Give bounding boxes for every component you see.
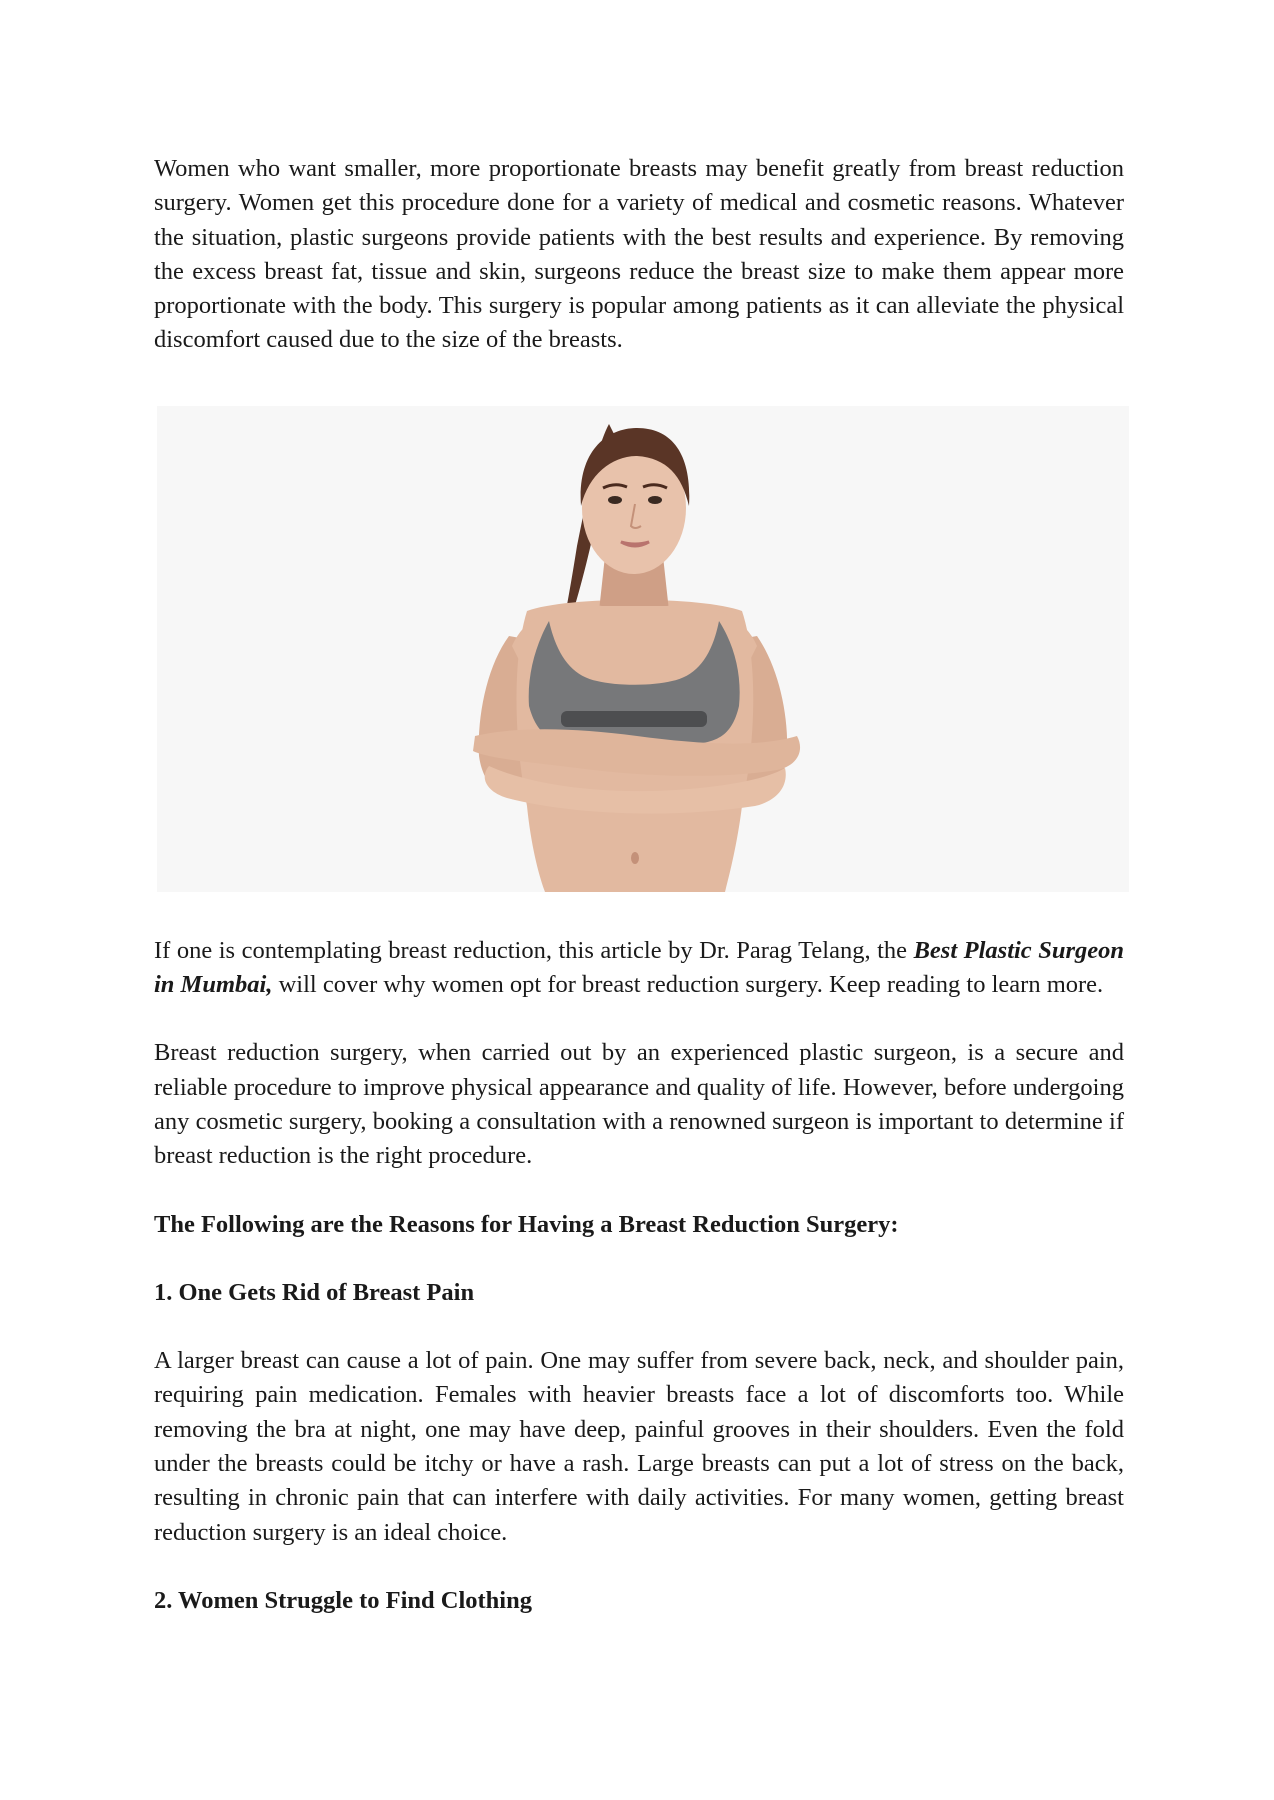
spacer	[154, 1550, 1124, 1584]
spacer	[154, 1242, 1124, 1276]
article-intro-paragraph	[154, 934, 1124, 1003]
document-page	[154, 152, 1124, 1618]
intro-paragraph: Women who want smaller, more proportionate breasts may benefit greatly from breast reduction surgery. Women get this procedure done for a variety of medical and cosmetic reasons. Whatever the situation, plastic surgeons provide patients with the best results and experience. By removing the excess breast fat, tissue and skin, surgeons reduce the breast size to make them appear more proportionate with the body. This surgery is popular among patients as it can alleviate the physical discomfort caused due to the size of the breasts.	[154, 155, 1124, 354]
reasons-heading: The Following are the Reasons for Having a Breast Reduction Surgery:	[154, 1210, 899, 1238]
spacer	[154, 1310, 1124, 1344]
article-intro-after: will cover why women opt for breast reduction surgery. Keep reading to learn more.	[272, 971, 1104, 999]
lips	[621, 542, 649, 546]
reason-1-paragraph: A larger breast can cause a lot of pain. One may suffer from severe back, neck, and shoulder pain, requiring pain medication. Females with heavier breasts face a lot of discomforts too. While removing the bra at night, one may have deep, painful grooves in their shoulders. Even the fold under the breasts could be itchy or have a rash. Large breasts can put a lot of stress on the back, resulting in chronic pain that can interfere with daily activities. For many women, getting breast reduction surgery is an ideal choice.	[154, 1347, 1124, 1546]
best-plastic-surgeon-highlight: Best Plastic Surgeon in Mumbai,	[154, 936, 1124, 999]
navel	[631, 852, 639, 864]
spacer	[154, 1174, 1124, 1208]
reason-2-heading: 2. Women Struggle to Find Clothing	[154, 1586, 532, 1614]
woman-photo	[157, 406, 1129, 892]
spacer	[154, 1002, 1124, 1036]
woman-illustration	[157, 406, 1129, 892]
reason-1-heading: 1. One Gets Rid of Breast Pain	[154, 1278, 475, 1306]
sports-top-band	[561, 711, 707, 727]
right-eye	[648, 496, 662, 504]
consultation-paragraph: Breast reduction surgery, when carried out by an experienced plastic surgeon, is a secure and reliable procedure to improve physical appearance and quality of life. However, before undergoing any cosmetic surgery, booking a consultation with a renowned surgeon is important to determine if breast reduction is the right procedure.	[154, 1039, 1124, 1170]
left-eye	[608, 496, 622, 504]
article-intro-before: If one is contemplating breast reduction, this article by Dr. Parag Telang, the	[154, 936, 914, 964]
